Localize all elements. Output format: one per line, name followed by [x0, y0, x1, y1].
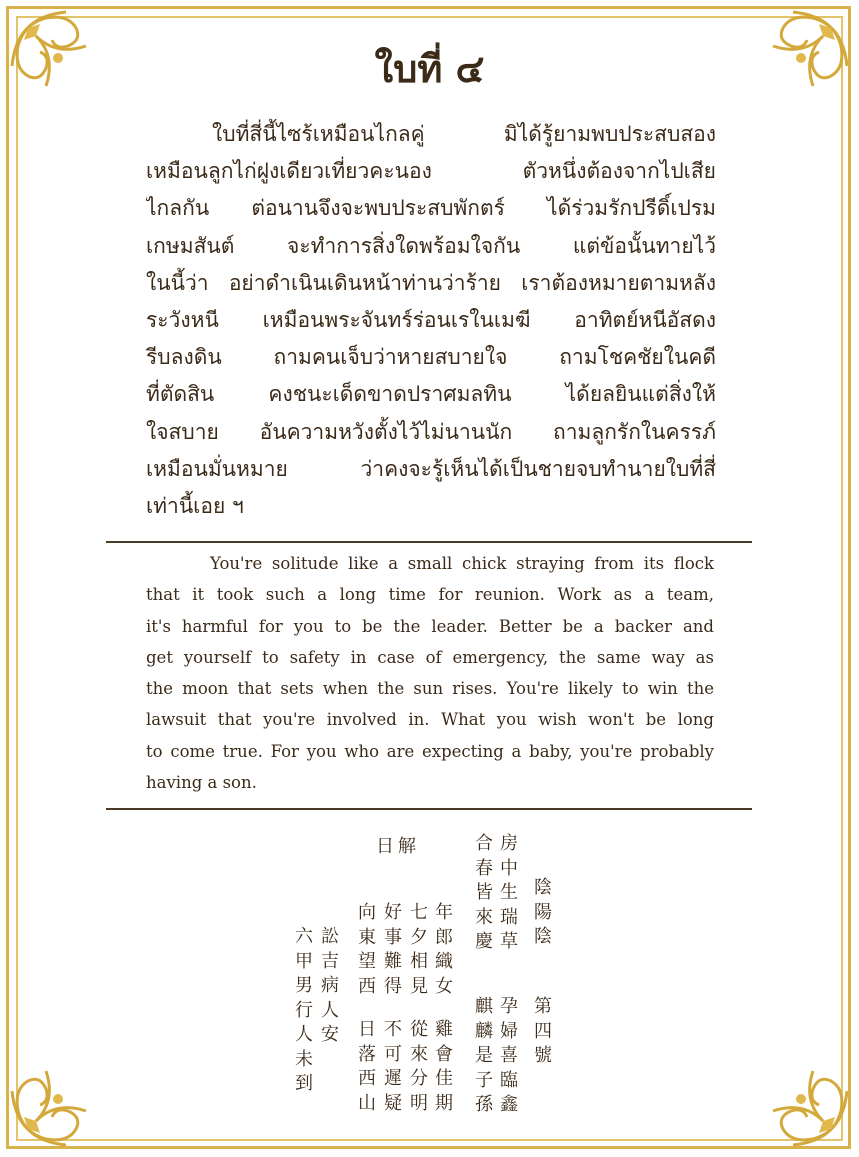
english-line: having a son. [146, 773, 257, 793]
chinese-column: 第 四 號 [534, 996, 552, 1066]
divider [106, 808, 752, 810]
thai-line: ที่ตัดสิน คงชนะเด็ดขาดปราศมลทิน ได้ยลยินแต่สิ่งให้ [146, 382, 716, 407]
thai-line: ในนี้ว่า อย่าดำเนินเดินหน้าท่านว่าร้าย เราต้องหมายตามหลัง [146, 270, 716, 295]
english-translation [146, 548, 714, 798]
chinese-column: 好 事 難 得 [384, 902, 402, 997]
chinese-column: 雞 會 佳 期 [435, 1019, 453, 1114]
chinese-column: 年 郎 織 女 [435, 902, 453, 997]
english-line: the moon that sets when the sun rises. You're likely to win the [146, 679, 714, 699]
chinese-column: 麒 麟 是 子 孫 [475, 996, 493, 1115]
chinese-column: 陰 陽 陰 [534, 877, 552, 947]
english-line: it's harmful for you to be the leader. Better be a backer and [146, 616, 714, 636]
chinese-column: 向 東 望 西 [358, 902, 376, 997]
thai-line: เท่านี้เอย ฯ [146, 493, 244, 518]
chinese-column: 合 春 皆 來 慶 [475, 833, 493, 952]
thai-line: ระวังหนี เหมือนพระจันทร์ร่อนเรในเมฆี อาทิตย์หนีอัสดง [146, 307, 716, 332]
chinese-column: 房 中 生 瑞 草 [500, 833, 518, 952]
thai-verse [146, 116, 716, 525]
thai-line: เหมือนมั่นหมาย ว่าคงจะรู้เห็นได้เป็นชายจบทำนายใบที่สี่ [146, 456, 716, 481]
thai-line: เหมือนลูกไก่ฝูงเดียวเที่ยวคะนอง ตัวหนึ่งต้องจากไปเสีย [146, 159, 716, 184]
chinese-column: 訟 吉 病 人 安 [321, 926, 339, 1045]
english-line: that it took such a long time for reunion. Work as a team, [146, 585, 714, 605]
chinese-header: 日解 [376, 836, 420, 857]
thai-line: ใบที่สี่นี้ไซร้เหมือนไกลคู่ มิได้รู้ยามพบประสบสอง [212, 122, 716, 146]
thai-line: เกษมสันต์ จะทำการสิ่งใดพร้อมใจกัน แต่ข้อนั้นทายไว้ [146, 233, 716, 258]
chinese-column: 日 落 西 山 [358, 1019, 376, 1114]
divider [106, 541, 752, 543]
page-title: ใบที่ ๔ [374, 46, 485, 91]
english-line: You're solitude like a small chick straying from its flock [210, 554, 714, 573]
corner-ornament-icon [6, 1031, 126, 1151]
chinese-column: 不 可 遲 疑 [384, 1019, 402, 1114]
chinese-column: 從 來 分 明 [410, 1019, 428, 1114]
thai-line: ใจสบาย อันความหวังตั้งไว้ไม่นานนัก ถามลูกรักในครรภ์ [146, 419, 716, 444]
english-line: get yourself to safety in case of emergency, the same way as [146, 647, 714, 667]
thai-line: รีบลงดิน ถามคนเจ็บว่าหายสบายใจ ถามโชคชัยในคดี [146, 345, 716, 370]
english-line: to come true. For you who are expecting a baby, you're probably [146, 741, 714, 761]
corner-ornament-icon [733, 1031, 853, 1151]
english-line: lawsuit that you're involved in. What you wish won't be long [146, 710, 714, 730]
chinese-column: 六 甲 男 行 人 未 到 [295, 926, 313, 1094]
chinese-column: 七 夕 相 見 [410, 902, 428, 997]
chinese-column: 孕 婦 喜 臨 鑫 [500, 996, 518, 1115]
thai-line: ไกลกัน ต่อนานจึงจะพบประสบพักตร์ ได้ร่วมรักปรีดิ์เปรม [146, 196, 716, 221]
